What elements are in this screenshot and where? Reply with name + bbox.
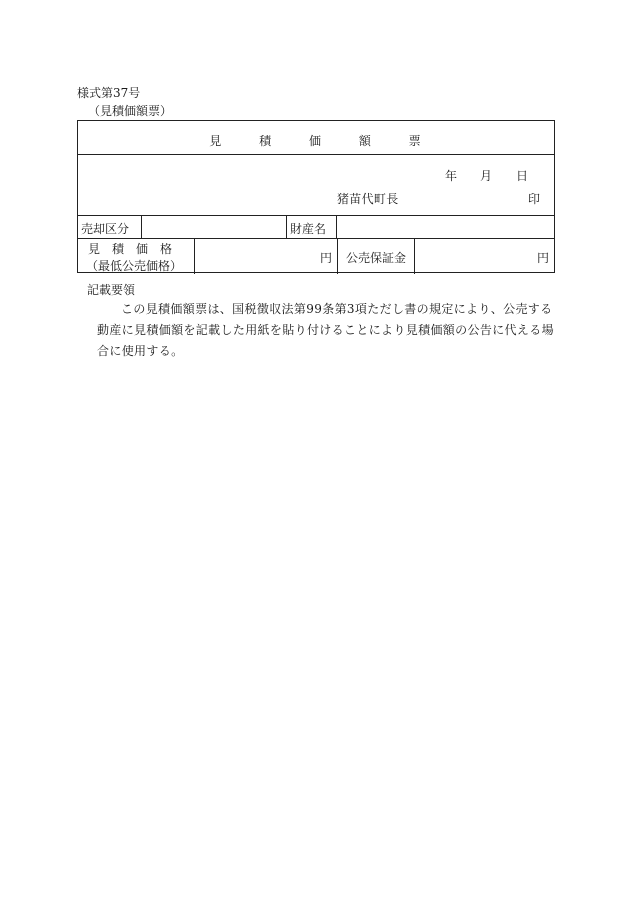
- deposit-unit: 円: [537, 251, 550, 265]
- table-title-char: 額: [358, 134, 373, 148]
- row-divider: [78, 215, 554, 216]
- column-divider: [194, 238, 195, 274]
- minimum-sale-price-label: （最低公売価格）: [86, 259, 183, 273]
- notes-heading: 記載要領: [87, 283, 136, 297]
- date-day-label: 日: [516, 169, 529, 183]
- form-subtitle: （見積価額票）: [88, 104, 173, 118]
- form-number: 様式第37号: [77, 86, 141, 100]
- table-title-char: 積: [259, 134, 274, 148]
- row-divider: [78, 238, 554, 239]
- column-divider: [141, 215, 142, 238]
- row-divider: [78, 154, 554, 155]
- seal-mark: 印: [528, 192, 541, 206]
- notes-body: この見積価額票は、国税徴収法第99条第3項ただし書の規定により、公売する動産に見積価額を記載した用紙を貼り付けることにより見積価額の公告に代える場合に使用する。: [97, 302, 554, 358]
- column-divider: [286, 215, 287, 238]
- date-month-label: 月: [480, 169, 493, 183]
- issuer-name: 猪苗代町長: [337, 192, 399, 206]
- column-divider: [336, 215, 337, 238]
- property-name-label: 財産名: [290, 222, 327, 236]
- estimated-price-label: 見 積 価 格: [88, 242, 173, 256]
- table-title-char: 票: [408, 134, 423, 148]
- deposit-label: 公売保証金: [346, 251, 407, 265]
- date-year-label: 年: [445, 169, 458, 183]
- column-divider: [414, 238, 415, 274]
- estimated-price-unit: 円: [320, 251, 333, 265]
- column-divider: [337, 238, 338, 274]
- table-title-char: 見: [209, 134, 224, 148]
- estimate-price-table: [77, 120, 555, 273]
- table-title-char: 価: [308, 134, 323, 148]
- sale-category-label: 売却区分: [81, 222, 130, 236]
- table-title: [78, 132, 554, 149]
